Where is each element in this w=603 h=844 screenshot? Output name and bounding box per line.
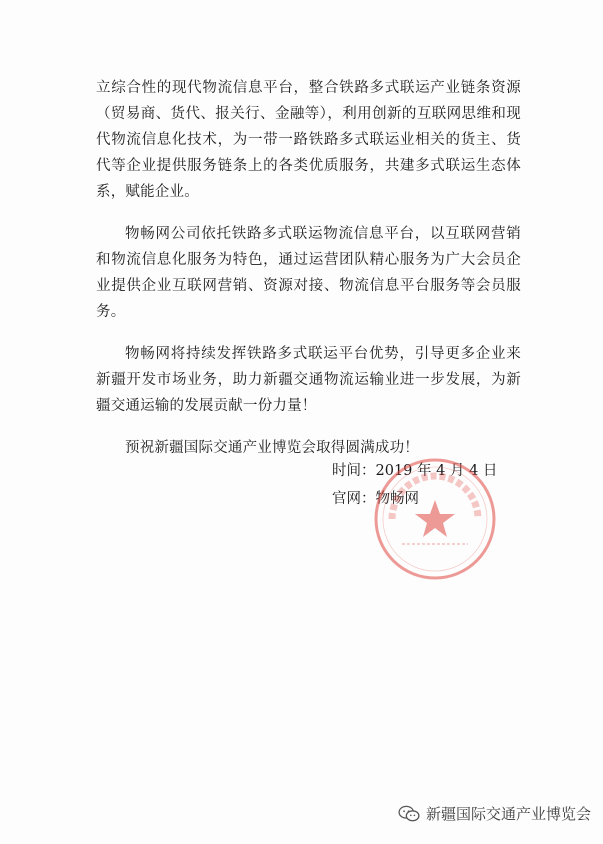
letter-body [96,75,521,477]
paragraph-3: 物畅网将持续发挥铁路多式联运平台优势，引导更多企业来新疆开发市场业务，助力新疆交通物流运输业进一步发展，为新疆交通运输的发展贡献一份力量！ [96,346,521,414]
signoff-website: 官网：物畅网 [332,491,419,507]
watermark-text: 新疆国际交通产业博览会 [425,805,591,823]
wechat-icon [398,805,420,823]
paragraph-1: 立综合性的现代物流信息平台，整合铁路多式联运产业链条资源（贸易商、货代、报关行、金融等），利用创新的互联网思维和现代物流信息化技术，为一带一路铁路多式联运业相关的货主、货代等企业提供服务链条上的各类优质服务，共建多式联运生态体系，赋能企业。 [96,80,521,200]
signoff-date: 时间：2019 年 4 月 4 日 [332,463,498,479]
paragraph-4: 预祝新疆国际交通产业博览会取得圆满成功！ [125,440,419,456]
wechat-watermark [398,803,591,824]
company-seal-stamp [372,456,498,582]
star-icon [415,500,455,537]
paragraph-2: 物畅网公司依托铁路多式联运物流信息平台，以互联网营销和物流信息化服务为特色，通过运营团队精心服务为广大会员企业提供企业互联网营销、资源对接、物流信息平台服务等会员服务。 [96,226,521,320]
